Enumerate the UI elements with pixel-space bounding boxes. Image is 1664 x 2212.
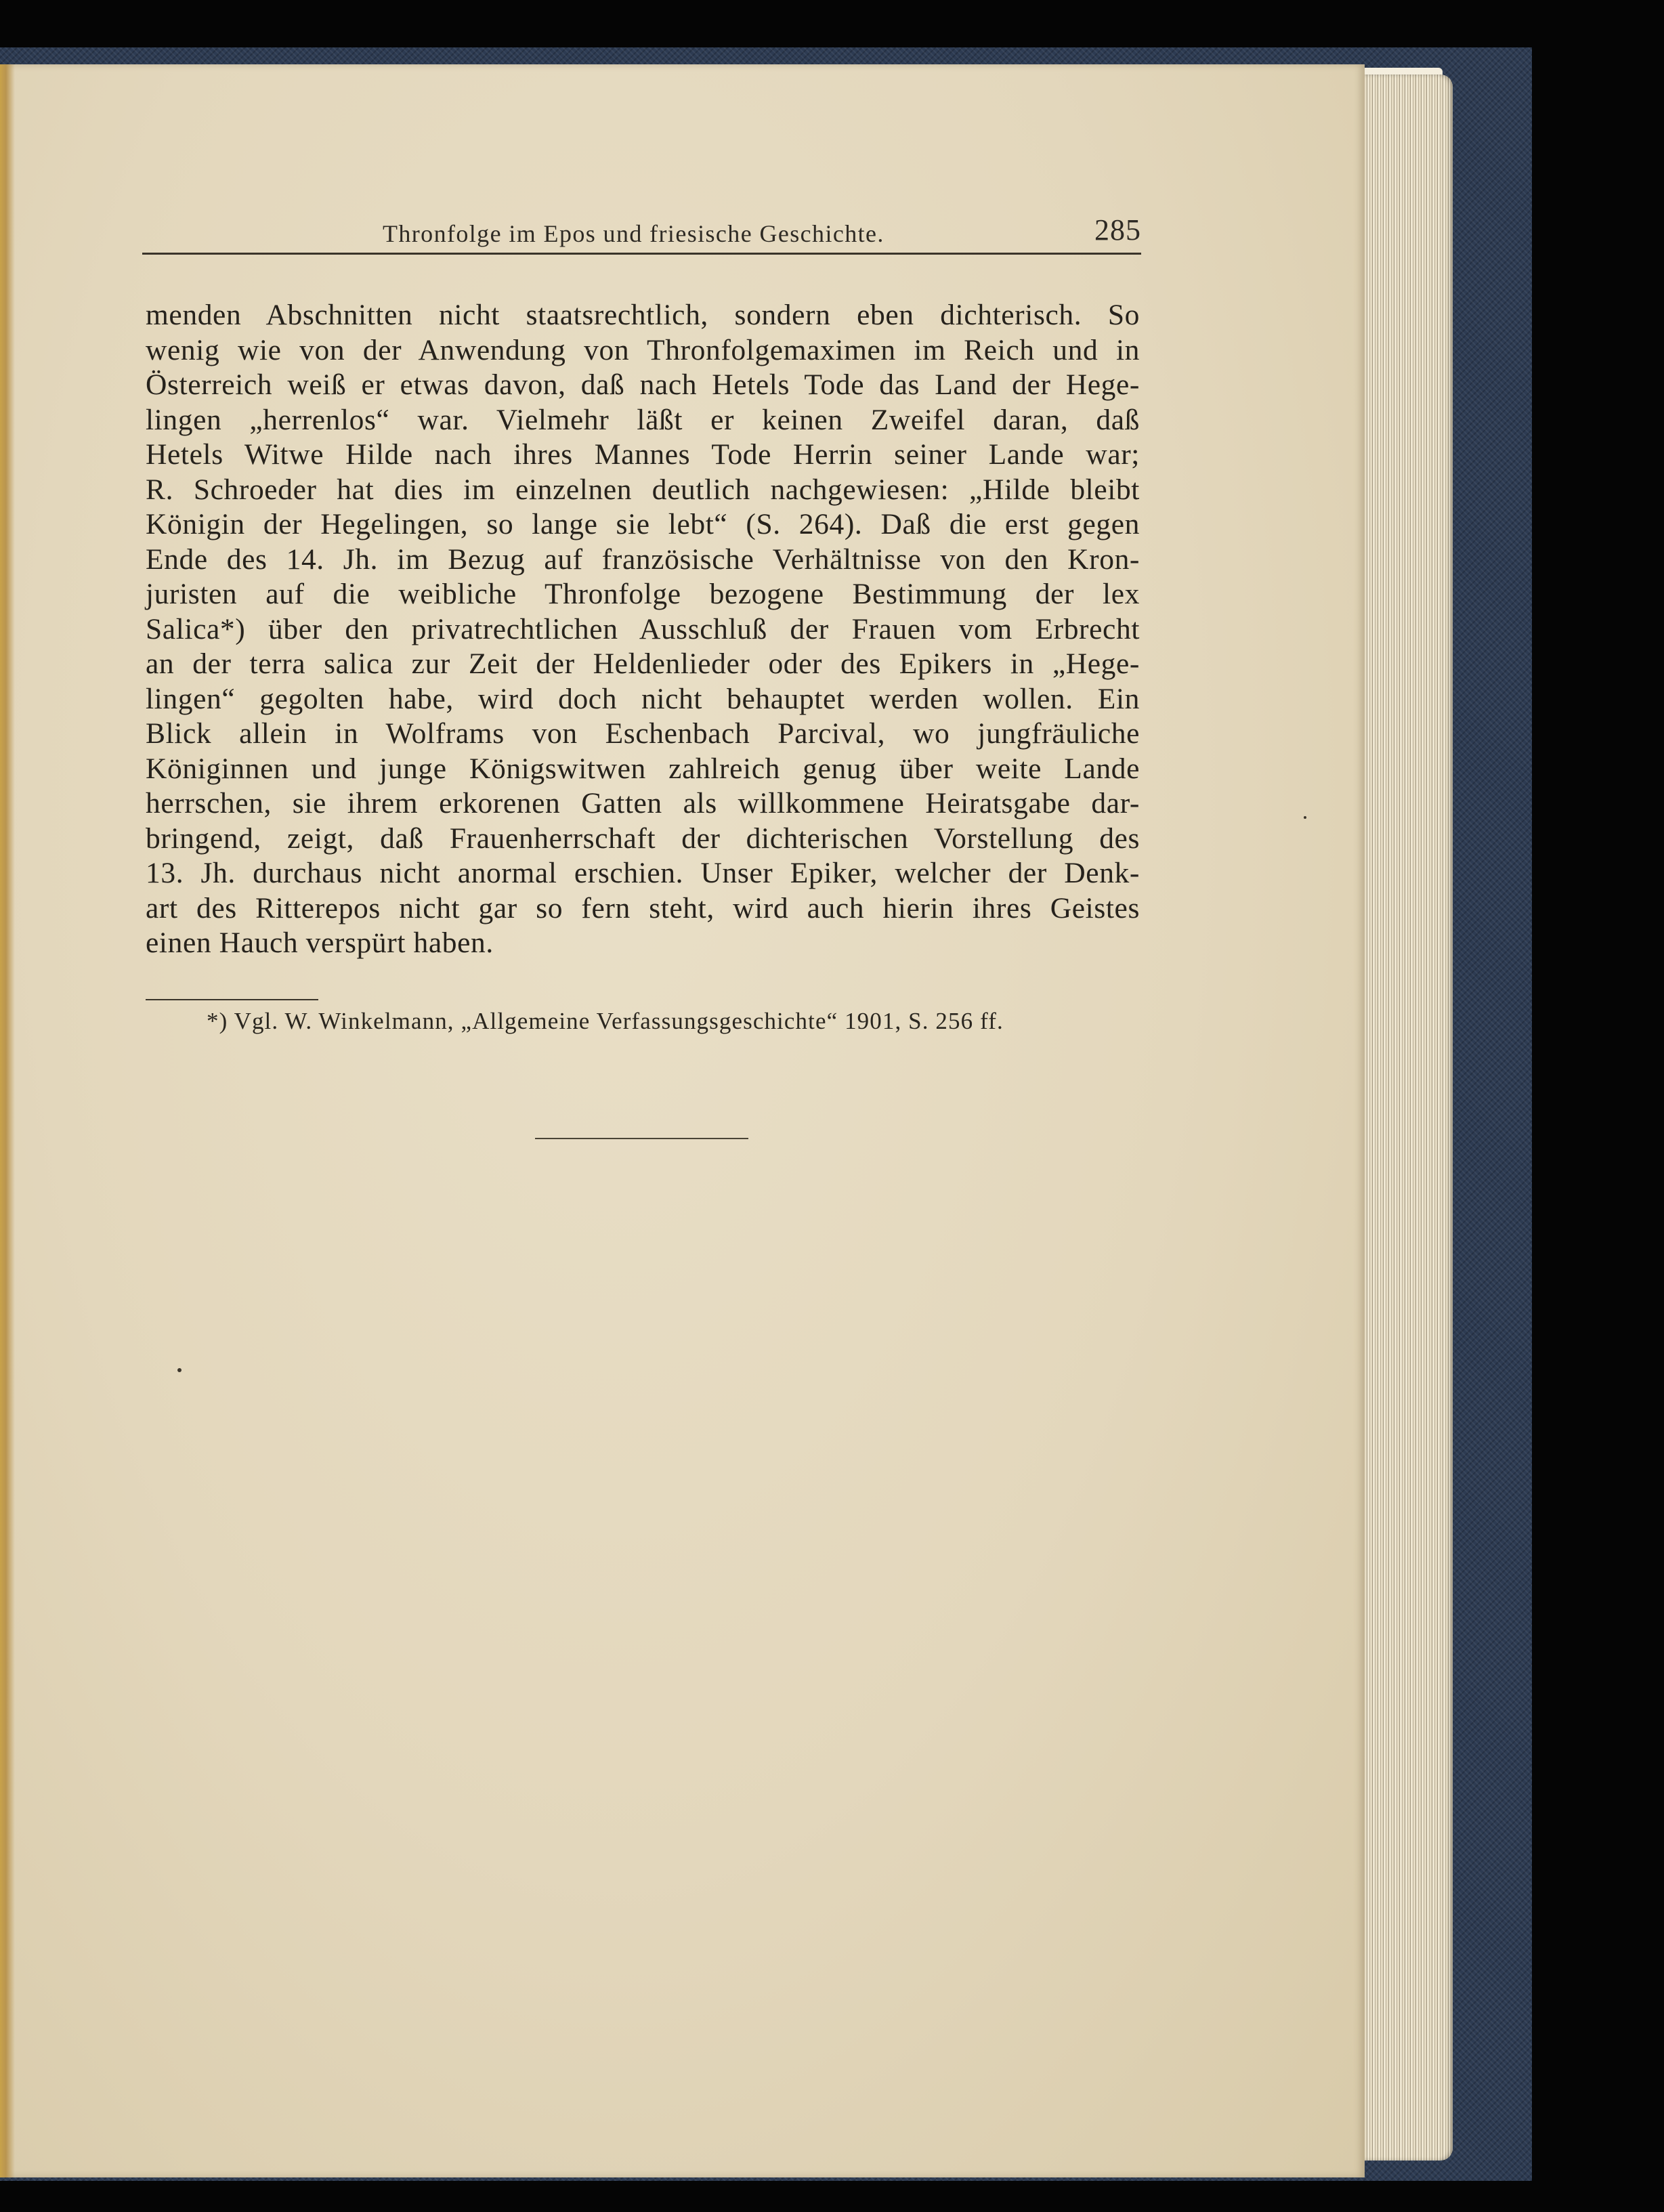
text-line: herrschen, sie ihrem erkorenen Gatten als willkommene Heiratsgabe dar-	[146, 787, 1140, 820]
paper-speck	[1304, 816, 1306, 819]
running-title: Thronfolge im Epos und friesische Geschichte.	[383, 220, 884, 247]
text-line: an der terra salica zur Zeit der Heldenlieder oder des Epikers in „Hege-	[146, 647, 1140, 680]
text-line: Königinnen und junge Königswitwen zahlreich genug über weite Lande	[146, 752, 1140, 785]
page-gutter	[0, 64, 15, 2177]
body-paragraph	[146, 298, 1140, 961]
text-line: lingen“ gegolten habe, wird doch nicht behauptet werden wollen. Ein	[146, 682, 1140, 715]
text-line: art des Ritterepos nicht gar so fern steht, wird auch hierin ihres Geistes	[146, 891, 1140, 924]
section-end-rule	[535, 1138, 748, 1139]
text-line: einen Hauch verspürt haben.	[146, 927, 494, 959]
text-line: wenig wie von der Anwendung von Thronfolgemaximen im Reich und in	[146, 333, 1140, 366]
text-line: Österreich weiß er etwas davon, daß nach Hetels Tode das Land der Hege-	[146, 368, 1140, 401]
page-number: 285	[1094, 213, 1141, 247]
text-line: Königin der Hegelingen, so lange sie lebt“ (S. 264). Daß die erst gegen	[146, 508, 1140, 540]
header-rule	[142, 253, 1141, 255]
text-line: Hetels Witwe Hilde nach ihres Mannes Tode Herrin seiner Lande war;	[146, 438, 1140, 471]
paper-speck	[177, 1368, 182, 1372]
text-line: Ende des 14. Jh. im Bezug auf französische Verhältnisse von den Kron-	[146, 543, 1140, 576]
page-stack-edges	[1351, 75, 1453, 2161]
running-head	[142, 210, 1141, 257]
text-line: bringend, zeigt, daß Frauenherrschaft der dichterischen Vorstellung des	[146, 822, 1140, 855]
text-line: Salica*) über den privatrechtlichen Ausschluß der Frauen vom Erbrecht	[146, 612, 1140, 645]
text-line: lingen „herrenlos“ war. Vielmehr läßt er keinen Zweifel daran, daß	[146, 403, 1140, 436]
text-line: Blick allein in Wolframs von Eschenbach Parcival, wo jungfräuliche	[146, 717, 1140, 750]
text-line: juristen auf die weibliche Thronfolge bezogene Bestimmung der lex	[146, 578, 1140, 610]
footnote-rule	[146, 999, 318, 1000]
text-line: 13. Jh. durchaus nicht anormal erschien. Unser Epiker, welcher der Denk-	[146, 857, 1140, 889]
text-line: R. Schroeder hat dies im einzelnen deutlich nachgewiesen: „Hilde bleibt	[146, 473, 1140, 506]
footnote: *) Vgl. W. Winkelmann, „Allgemeine Verfassungsgeschichte“ 1901, S. 256 ff.	[207, 1008, 1004, 1034]
text-line: menden Abschnitten nicht staatsrechtlich, sondern eben dichterisch. So	[146, 299, 1140, 331]
